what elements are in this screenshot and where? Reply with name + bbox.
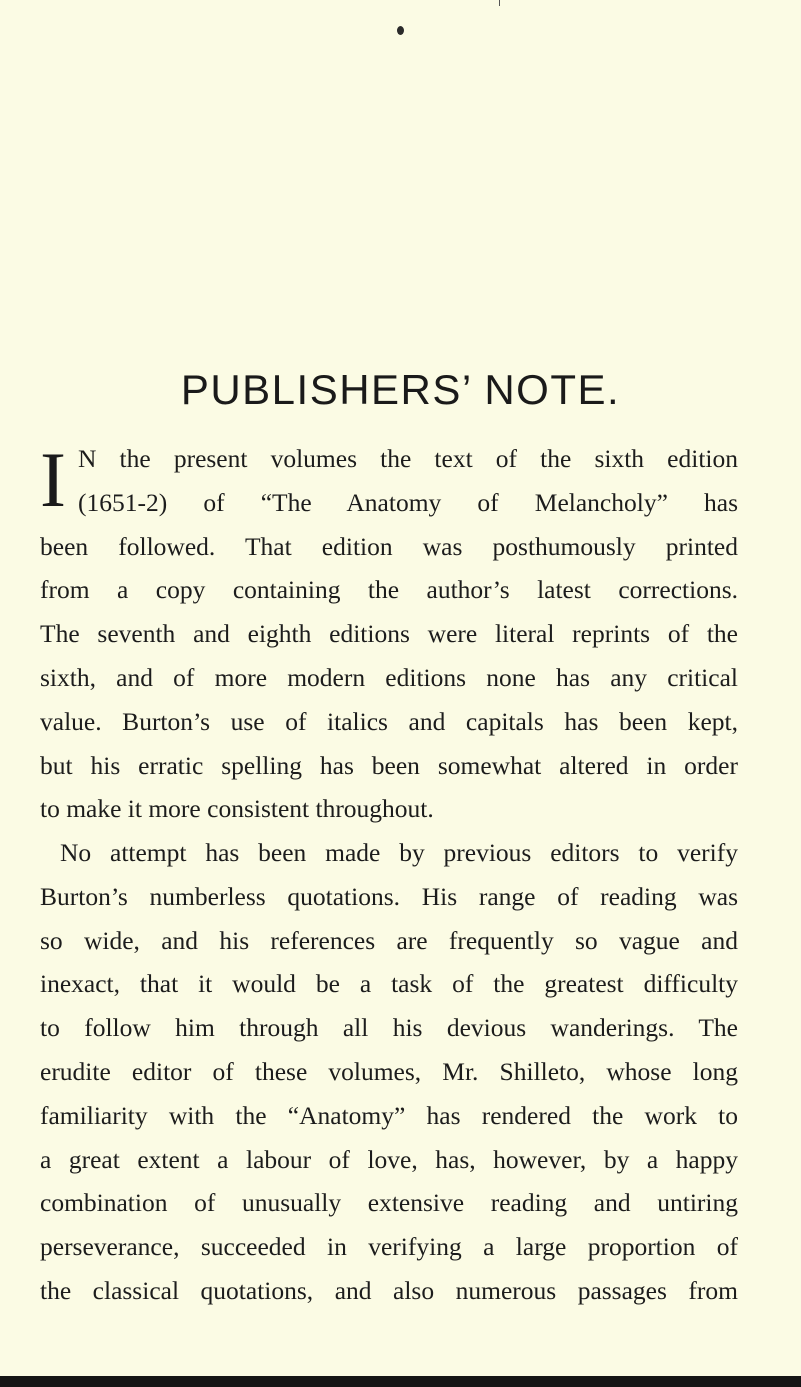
text-line: a great extent a labour of love, has, however, by a happy [40, 1144, 738, 1174]
text-line: perseverance, succeeded in verifying a large proportion of [40, 1232, 738, 1262]
text-line: erudite editor of these volumes, Mr. Shilleto, whose long [40, 1056, 738, 1086]
page-edge-mark [499, 0, 500, 6]
text-line: from a copy containing the author’s latest corrections. [40, 575, 738, 605]
text-line: N the present volumes the text of the sixth edition [78, 444, 738, 473]
page-bottom-edge [0, 1376, 801, 1387]
text-line: but his erratic spelling has been somewhat altered in order [40, 750, 738, 780]
text-line: sixth, and of more modern editions none has any critical [40, 662, 738, 692]
text-line: The seventh and eighth editions were literal reprints of the [40, 619, 738, 649]
text-line: inexact, that it would be a task of the greatest difficulty [40, 969, 738, 999]
drop-cap: I [40, 436, 66, 523]
text-line: value. Burton’s use of italics and capitals has been kept, [40, 706, 738, 736]
text-line: familiarity with the “Anatomy” has rendered the work to [40, 1100, 738, 1130]
text-line: to make it more consistent throughout. [40, 794, 434, 824]
text-line: been followed. That edition was posthumously printed [40, 531, 738, 561]
paragraph-2 [40, 831, 738, 1313]
text-line: No attempt has been made by previous editors to verify [60, 838, 738, 867]
paragraph-1 [40, 437, 738, 831]
text-line: (1651-2) of “The Anatomy of Melancholy” has [78, 487, 738, 517]
text-line: the classical quotations, and also numerous passages from [40, 1275, 738, 1305]
text-line: so wide, and his references are frequently so vague and [40, 925, 738, 955]
text-line: to follow him through all his devious wanderings. The [40, 1013, 738, 1043]
ink-dot [397, 26, 404, 35]
text-line: Burton’s numberless quotations. His range of reading was [40, 881, 738, 911]
text-line: combination of unusually extensive reading and untiring [40, 1188, 738, 1218]
page-title: PUBLISHERS’ NOTE. [180, 366, 621, 413]
